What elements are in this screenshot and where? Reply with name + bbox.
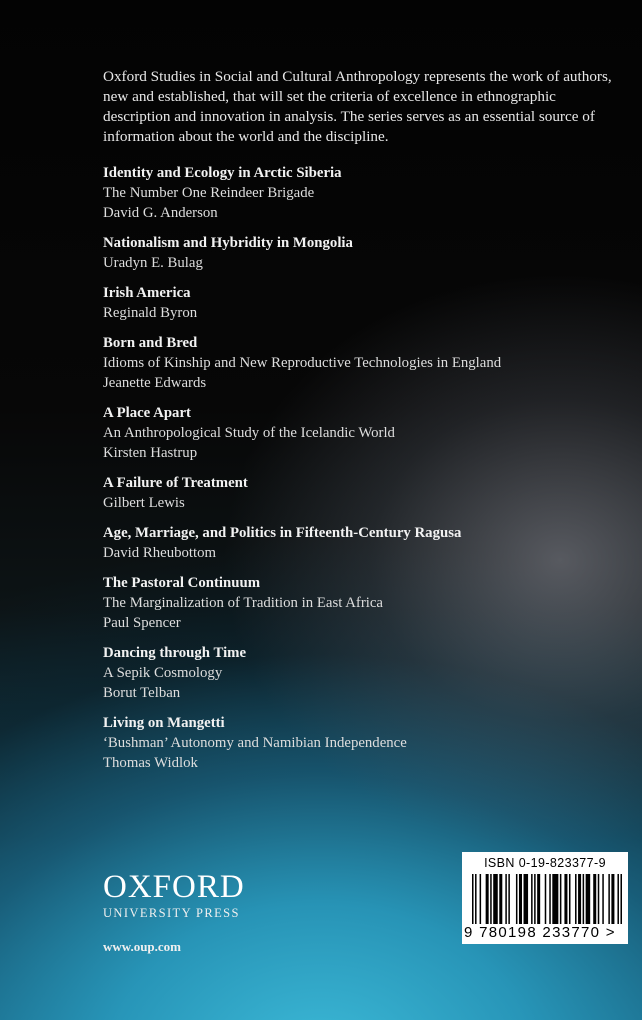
barcode-stripe	[472, 874, 474, 924]
book-title: Age, Marriage, and Politics in Fifteenth-Century Ragusa	[103, 525, 462, 541]
series-description: Oxford Studies in Social and Cultural Anthropology represents the work of authors, new and established, that will set the criteria of excellence in ethnographic description and innovation in analysis. The series serves as an essential source of information about the world and the discipline.	[103, 68, 612, 145]
book-subtitle: ‘Bushman’ Autonomy and Namibian Independence	[103, 735, 407, 751]
book-title: Dancing through Time	[103, 645, 247, 661]
book-author: Reginald Byron	[103, 305, 198, 321]
series-item	[103, 233, 623, 273]
barcode-stripe	[583, 874, 585, 924]
barcode-stripe	[545, 874, 547, 924]
barcode-stripe	[617, 874, 619, 924]
barcode-stripe	[516, 874, 518, 924]
barcode-stripe	[531, 874, 533, 924]
book-subtitle: An Anthropological Study of the Icelandic World	[103, 425, 395, 441]
barcode-stripe	[505, 874, 507, 924]
book-author: David Rheubottom	[103, 545, 217, 561]
book-title: The Pastoral Continuum	[103, 575, 261, 591]
barcode-stripe	[552, 874, 558, 924]
barcode-stripe	[508, 874, 510, 924]
series-item	[103, 643, 623, 703]
publisher-logo: OXFORD	[103, 869, 245, 905]
book-author: Thomas Widlok	[103, 755, 198, 771]
barcode-stripe	[480, 874, 482, 924]
book-subtitle: The Number One Reindeer Brigade	[103, 185, 315, 201]
barcode-stripe	[493, 874, 498, 924]
series-item	[103, 713, 623, 773]
book-title: A Place Apart	[103, 405, 191, 421]
barcode-stripe	[578, 874, 581, 924]
book-title: Identity and Ecology in Arctic Siberia	[103, 165, 342, 181]
barcode-stripe	[490, 874, 492, 924]
book-author: Gilbert Lewis	[103, 495, 185, 511]
barcode-stripe	[593, 874, 596, 924]
barcode-stripe	[598, 874, 600, 924]
barcode-stripe	[534, 874, 536, 924]
barcode-label	[462, 852, 628, 944]
barcode-stripe	[519, 874, 522, 924]
series-item	[103, 573, 623, 633]
barcode-bars-icon	[472, 874, 622, 924]
barcode-stripe	[575, 874, 577, 924]
isbn-number: ISBN 0-19-823377-9	[484, 856, 606, 870]
series-item	[103, 473, 623, 513]
barcode-stripe	[475, 874, 477, 924]
barcode-stripe	[586, 874, 591, 924]
barcode-stripe	[486, 874, 489, 924]
barcode-stripe	[560, 874, 562, 924]
book-subtitle: A Sepik Cosmology	[103, 665, 223, 681]
barcode-stripe	[620, 874, 622, 924]
barcode-stripe	[569, 874, 571, 924]
book-author: Jeanette Edwards	[103, 375, 207, 391]
book-author: Paul Spencer	[103, 615, 181, 631]
barcode-stripe	[549, 874, 551, 924]
ean-number: 9 780198 233770 >	[464, 924, 616, 941]
barcode-stripe	[499, 874, 502, 924]
publisher-press-label: UNIVERSITY PRESS	[103, 906, 240, 920]
book-author: Uradyn E. Bulag	[103, 255, 203, 271]
barcode-stripe	[611, 874, 614, 924]
series-list	[103, 163, 623, 783]
barcode-stripe	[608, 874, 610, 924]
series-item	[103, 283, 623, 323]
series-item	[103, 163, 623, 223]
book-title: Irish America	[103, 285, 191, 301]
book-title: A Failure of Treatment	[103, 475, 248, 491]
publisher-url[interactable]: www.oup.com	[103, 939, 182, 954]
barcode-stripe	[537, 874, 540, 924]
barcode-stripe	[564, 874, 567, 924]
series-item	[103, 403, 623, 463]
book-subtitle: The Marginalization of Tradition in East Africa	[103, 595, 383, 611]
book-title: Living on Mangetti	[103, 715, 225, 731]
book-title: Born and Bred	[103, 335, 198, 351]
barcode-stripe	[524, 874, 529, 924]
publisher-block	[103, 870, 303, 955]
book-author: Borut Telban	[103, 685, 181, 701]
series-item	[103, 333, 623, 393]
book-author: Kirsten Hastrup	[103, 445, 198, 461]
barcode-stripe	[602, 874, 604, 924]
series-item	[103, 523, 623, 563]
book-subtitle: Idioms of Kinship and New Reproductive Technologies in England	[103, 355, 502, 371]
book-author: David G. Anderson	[103, 205, 218, 221]
book-title: Nationalism and Hybridity in Mongolia	[103, 235, 353, 251]
